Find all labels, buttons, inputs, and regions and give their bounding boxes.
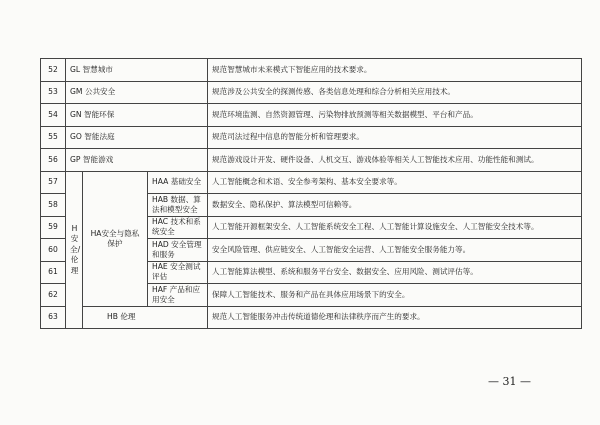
row-number: 53 — [41, 81, 66, 104]
row-code: HAA 基础安全 — [148, 171, 208, 194]
table-row — [41, 171, 582, 194]
row-number: 58 — [41, 194, 66, 217]
table-row — [41, 59, 582, 82]
row-code: GN 智能环保 — [66, 104, 208, 127]
table-row — [41, 126, 582, 149]
row-description: 规范智慧城市未来模式下智能应用的技术要求。 — [208, 59, 582, 82]
row-code: HAF 产品和应用安全 — [148, 284, 208, 307]
page-number: — 31 — — [488, 375, 531, 388]
row-number: 52 — [41, 59, 66, 82]
table-row — [41, 149, 582, 172]
row-code: HAD 安全管理和服务 — [148, 239, 208, 262]
row-number: 55 — [41, 126, 66, 149]
row-description: 保障人工智能技术、服务和产品在具体应用场景下的安全。 — [208, 284, 582, 307]
group-level1-cell — [66, 171, 83, 329]
row-number: 61 — [41, 261, 66, 284]
group-level2-label: HA安全与隐私保护 — [83, 171, 148, 306]
row-description: 人工智能概念和术语、安全参考架构、基本安全要求等。 — [208, 171, 582, 194]
row-number: 54 — [41, 104, 66, 127]
row-code: HB 伦理 — [83, 306, 208, 329]
row-code: HAB 数据、算法和模型安全 — [148, 194, 208, 217]
row-description: 规范司法过程中信息的智能分析和管理要求。 — [208, 126, 582, 149]
row-description: 人工智能开源框架安全、人工智能系统安全工程、人工智能计算设施安全、人工智能安全技术等。 — [208, 216, 582, 239]
table-row — [41, 104, 582, 127]
row-code: GL 智慧城市 — [66, 59, 208, 82]
row-code: GP 智能游戏 — [66, 149, 208, 172]
row-number: 62 — [41, 284, 66, 307]
row-code: GM 公共安全 — [66, 81, 208, 104]
row-code: HAE 安全测试评估 — [148, 261, 208, 284]
row-number: 57 — [41, 171, 66, 194]
row-description: 数据安全、隐私保护、算法模型可信赖等。 — [208, 194, 582, 217]
row-description: 规范人工智能服务冲击传统道德伦理和法律秩序而产生的要求。 — [208, 306, 582, 329]
group-level1-label: H安全/伦理 — [70, 223, 81, 275]
row-number: 59 — [41, 216, 66, 239]
table-row — [41, 306, 582, 329]
row-number: 63 — [41, 306, 66, 329]
row-description: 规范环境监测、自然资源管理、污染物排放预测等相关数据模型、平台和产品。 — [208, 104, 582, 127]
row-number: 60 — [41, 239, 66, 262]
row-description: 规范涉及公共安全的探测传感、各类信息处理和综合分析相关应用技术。 — [208, 81, 582, 104]
row-code: GO 智能法庭 — [66, 126, 208, 149]
row-description: 人工智能算法模型、系统和服务平台安全、数据安全、应用风险、测试评估等。 — [208, 261, 582, 284]
row-code: HAC 技术和系统安全 — [148, 216, 208, 239]
row-description: 安全风险管理、供应链安全、人工智能安全运营、人工智能安全服务能力等。 — [208, 239, 582, 262]
row-description: 规范游戏设计开发、硬件设备、人机交互、游戏体验等相关人工智能技术应用、功能性能和测试。 — [208, 149, 582, 172]
row-number: 56 — [41, 149, 66, 172]
standards-table — [40, 58, 582, 329]
table-row — [41, 81, 582, 104]
